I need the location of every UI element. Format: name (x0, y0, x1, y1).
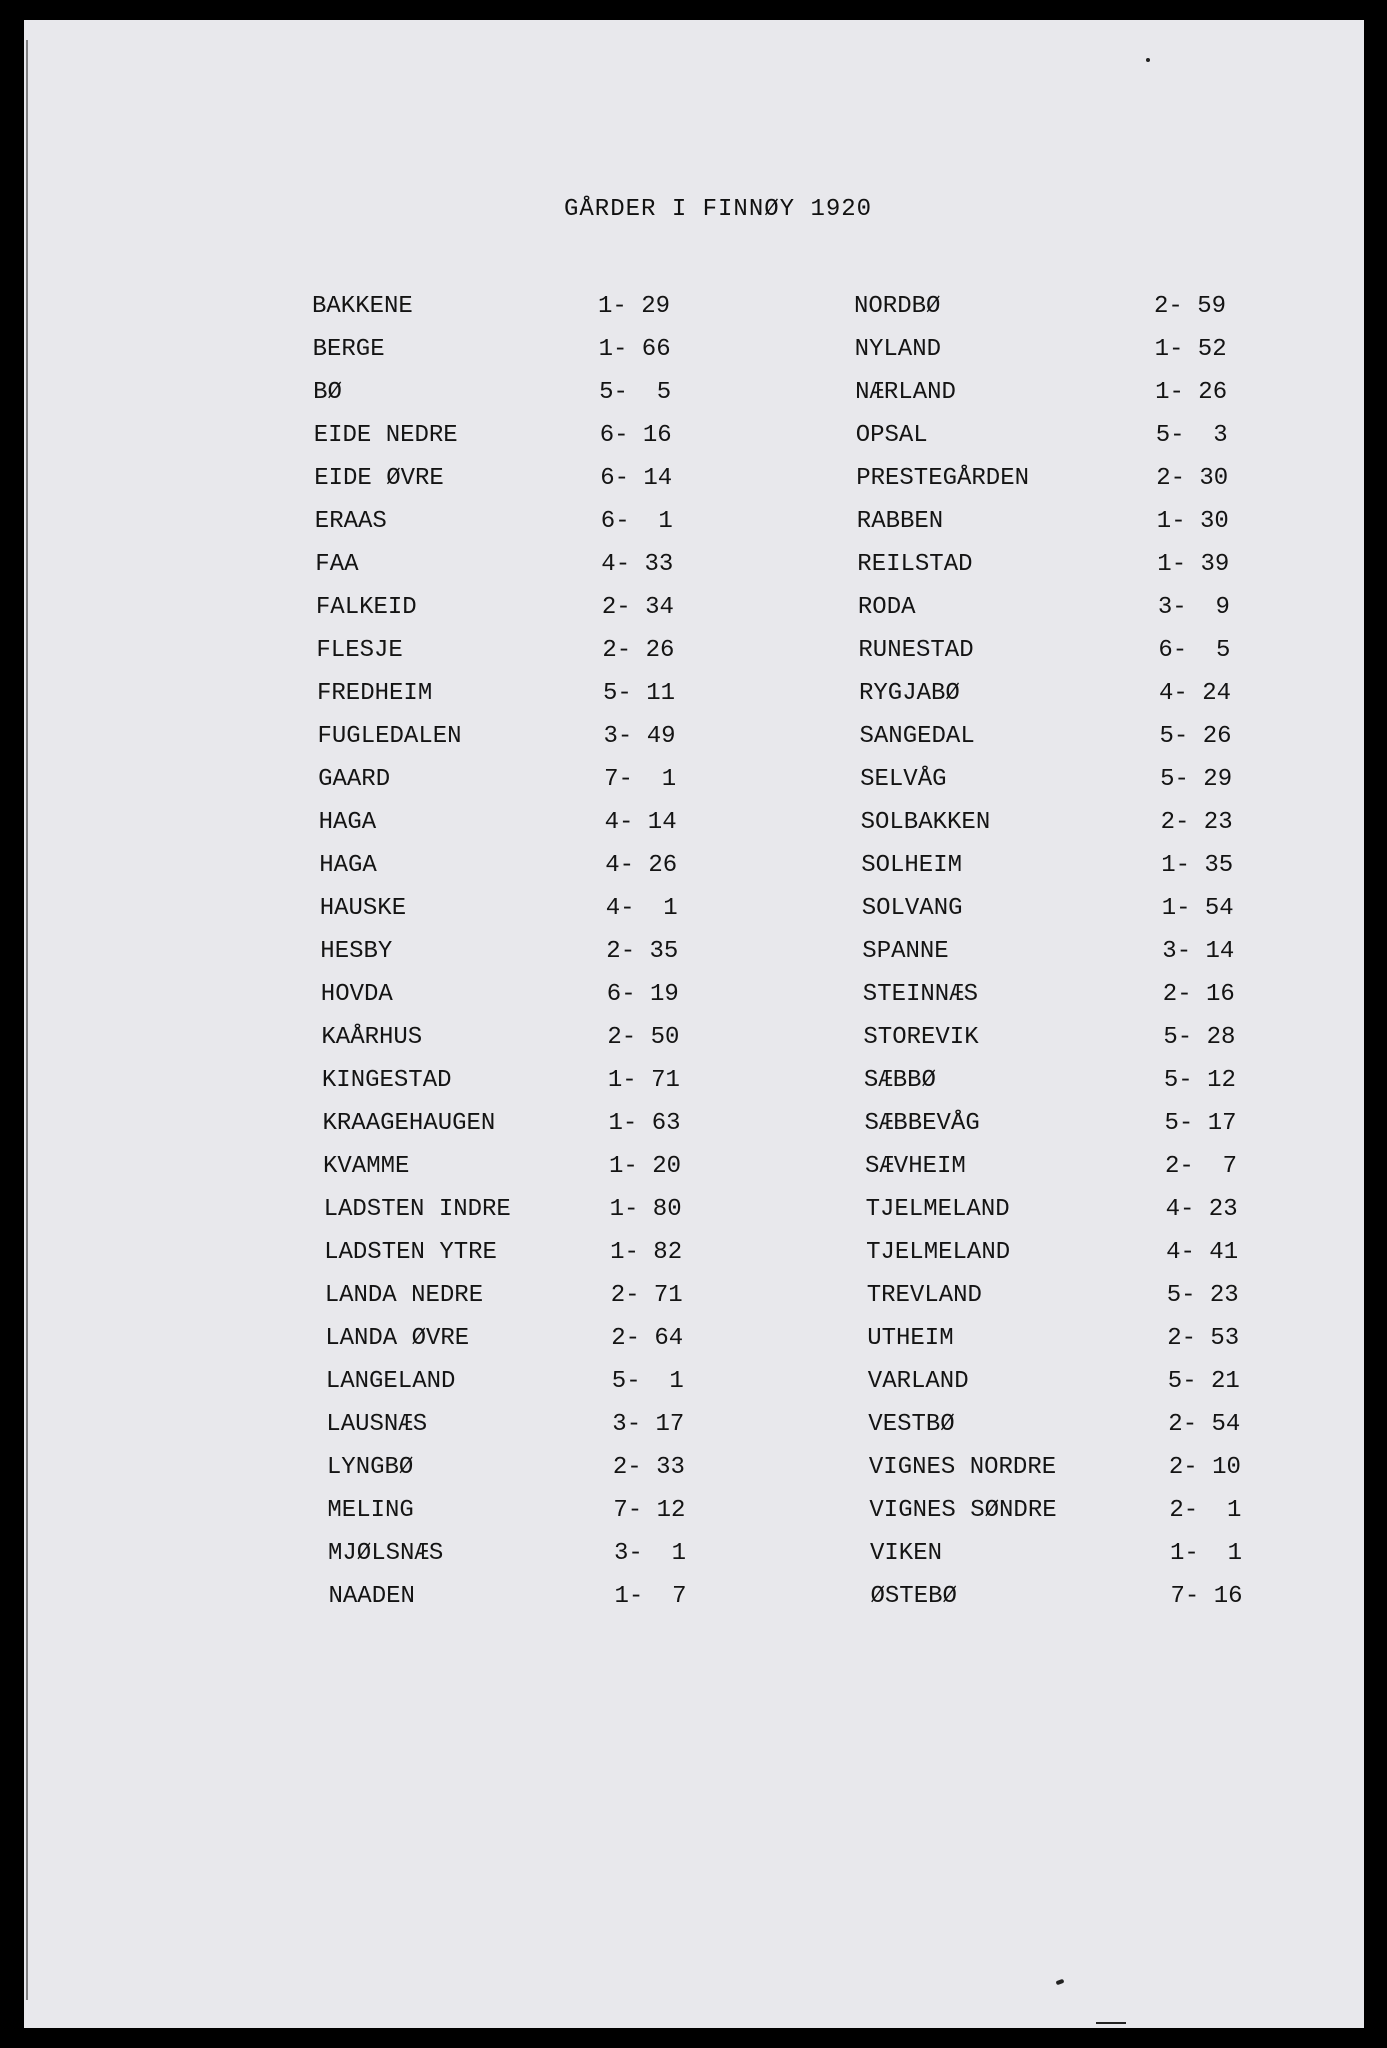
farm-name: MELING (327, 1497, 414, 1524)
farm-name: VIGNES NORDRE (868, 1454, 1057, 1481)
farm-name: PRESTEGÅRDEN (856, 465, 1030, 492)
farm-name: SOLHEIM (861, 852, 963, 879)
farm-number: 1- 30 (1156, 508, 1229, 535)
farm-name: HESBY (320, 938, 393, 965)
farm-number: 1- 35 (1161, 852, 1234, 879)
farm-number: 1- 71 (607, 1067, 680, 1094)
page-edge-line (26, 40, 28, 2000)
farm-number: 1- 82 (610, 1239, 683, 1266)
farm-name: KRAAGEHAUGEN (322, 1110, 496, 1137)
farm-number: 1- 39 (1157, 551, 1230, 578)
farm-number: 2- 10 (1168, 1454, 1241, 1481)
farm-name: BERGE (312, 336, 385, 363)
farm-number: 2- 35 (606, 938, 679, 965)
farm-name: TJELMELAND (865, 1196, 1010, 1223)
farm-number: 4- 41 (1166, 1239, 1239, 1266)
farm-name: SÆVHEIM (865, 1153, 966, 1180)
farm-number: 1- 20 (609, 1153, 682, 1180)
farm-number: 5- 3 (1155, 422, 1228, 449)
farm-name: LANDA NEDRE (324, 1282, 484, 1309)
farm-number: 5- 11 (603, 680, 676, 707)
farm-number: 1- 54 (1161, 895, 1234, 922)
farm-name: VESTBØ (868, 1411, 955, 1438)
farm-name: FAA (315, 551, 359, 578)
farm-name: MJØLSNÆS (328, 1540, 444, 1567)
farm-name: NÆRLAND (855, 379, 956, 406)
farm-name: UTHEIM (867, 1325, 954, 1352)
farm-name: STEINNÆS (862, 981, 979, 1008)
ink-speck (1056, 1979, 1065, 1985)
farm-number: 6- 1 (600, 508, 673, 535)
farm-number: 1- 7 (614, 1583, 687, 1610)
farm-number: 2- 1 (1169, 1497, 1242, 1524)
farm-number: 3- 17 (612, 1411, 685, 1438)
farm-number: 6- 16 (599, 422, 672, 449)
farm-name: RYGJABØ (859, 680, 960, 707)
farm-name: HOVDA (320, 981, 393, 1008)
farm-name: LADSTEN INDRE (323, 1196, 511, 1223)
farm-name: VIGNES SØNDRE (869, 1497, 1057, 1524)
farm-number: 5- 21 (1167, 1368, 1240, 1395)
farm-number: 2- 71 (610, 1282, 683, 1309)
farm-number: 2- 26 (602, 637, 675, 664)
farm-name: LAUSNÆS (326, 1411, 428, 1438)
farm-name: STOREVIK (863, 1024, 979, 1051)
farm-number: 7- 12 (613, 1497, 686, 1524)
farm-number: 4- 33 (601, 551, 674, 578)
farm-number: 2- 64 (611, 1325, 684, 1352)
farm-name: RABBEN (856, 508, 944, 535)
farm-number: 3- 9 (1157, 594, 1230, 621)
farm-name: SANGEDAL (859, 723, 975, 750)
farm-number: 6- 5 (1158, 637, 1231, 664)
farm-name: LANDA ØVRE (325, 1325, 470, 1352)
farm-name: NAADEN (328, 1583, 415, 1610)
farm-name: VARLAND (867, 1368, 969, 1395)
farm-number: 1- 1 (1170, 1540, 1243, 1567)
farm-name: LADSTEN YTRE (324, 1239, 497, 1266)
farm-number: 4- 24 (1159, 680, 1232, 707)
farm-number: 5- 28 (1163, 1024, 1236, 1051)
farm-name: NORDBØ (854, 293, 941, 320)
farm-number: 6- 19 (606, 981, 679, 1008)
farm-name: HAGA (318, 809, 377, 836)
farm-name: SÆBBØ (863, 1067, 936, 1094)
farm-number: 2- 34 (601, 594, 674, 621)
farm-number: 1- 80 (609, 1196, 682, 1223)
farm-name: FLESJE (316, 637, 403, 664)
farm-number: 1- 52 (1154, 336, 1227, 363)
farm-name: KAÅRHUS (321, 1024, 423, 1051)
farm-number: 7- 16 (1170, 1583, 1243, 1610)
farm-number: 5- 5 (599, 379, 672, 406)
farm-number: 3- 1 (614, 1540, 687, 1567)
farm-name: KVAMME (323, 1153, 410, 1180)
farm-number: 2- 54 (1168, 1411, 1241, 1438)
farm-number: 5- 17 (1164, 1110, 1237, 1137)
farm-number: 4- 23 (1165, 1196, 1238, 1223)
farm-name: RODA (857, 594, 916, 621)
farm-name: OPSAL (855, 422, 928, 449)
farm-number: 2- 30 (1156, 465, 1229, 492)
farm-number: 5- 29 (1160, 766, 1233, 793)
farm-number: 6- 14 (600, 465, 673, 492)
farm-number: 5- 12 (1163, 1067, 1236, 1094)
farm-name: KINGESTAD (321, 1067, 452, 1094)
farm-number: 2- 53 (1167, 1325, 1240, 1352)
farm-number: 4- 26 (605, 852, 678, 879)
farm-number: 5- 23 (1166, 1282, 1239, 1309)
farm-number: 1- 26 (1155, 379, 1228, 406)
farm-name: RUNESTAD (858, 637, 974, 664)
farm-name: HAUSKE (319, 895, 407, 922)
farm-name: FUGLEDALEN (317, 723, 462, 750)
farm-number: 3- 14 (1162, 938, 1235, 965)
document-title: GÅRDER I FINNØY 1920 (564, 196, 873, 223)
farm-name: TJELMELAND (866, 1239, 1011, 1266)
farm-number: 2- 50 (607, 1024, 680, 1051)
farm-name: NYLAND (854, 336, 942, 363)
farm-number: 4- 14 (604, 809, 677, 836)
farm-name: EIDE ØVRE (314, 465, 444, 492)
farm-name: FREDHEIM (317, 680, 433, 707)
farm-name: SÆBBEVÅG (864, 1110, 980, 1137)
farm-name: LANGELAND (325, 1368, 456, 1395)
farm-name: SOLVANG (861, 895, 963, 922)
farm-name: HAGA (319, 852, 377, 879)
farm-name: SELVÅG (860, 766, 947, 793)
farm-name: TREVLAND (866, 1282, 982, 1309)
farm-number: 1- 66 (598, 336, 671, 363)
farm-name: FALKEID (315, 594, 417, 621)
farm-name: LYNGBØ (326, 1454, 414, 1481)
farm-number: 2- 59 (1154, 293, 1227, 320)
farm-number: 4- 1 (605, 895, 678, 922)
farm-name: VIKEN (870, 1540, 943, 1567)
farm-number: 2- 16 (1162, 981, 1235, 1008)
ink-dash (1096, 2022, 1126, 2024)
farm-number: 1- 29 (598, 293, 671, 320)
ink-speck (1146, 58, 1150, 62)
farm-name: SPANNE (862, 938, 949, 965)
document-page (24, 20, 1364, 2028)
farm-name: BØ (313, 379, 342, 406)
farm-number: 1- 63 (608, 1110, 681, 1137)
farm-name: ERAAS (314, 508, 387, 535)
farm-name: SOLBAKKEN (860, 809, 991, 836)
farm-name: EIDE NEDRE (313, 422, 458, 449)
farm-number: 3- 49 (603, 723, 676, 750)
farm-number: 5- 26 (1159, 723, 1232, 750)
farm-number: 7- 1 (604, 766, 677, 793)
farm-name: BAKKENE (312, 293, 413, 320)
farm-name: GAARD (318, 766, 391, 793)
farm-number: 5- 1 (611, 1368, 684, 1395)
farm-name: ØSTEBØ (870, 1583, 957, 1610)
farm-number: 2- 23 (1160, 809, 1233, 836)
farm-number: 2- 7 (1165, 1153, 1238, 1180)
farm-number: 2- 33 (612, 1454, 685, 1481)
farm-name: REILSTAD (857, 551, 973, 578)
